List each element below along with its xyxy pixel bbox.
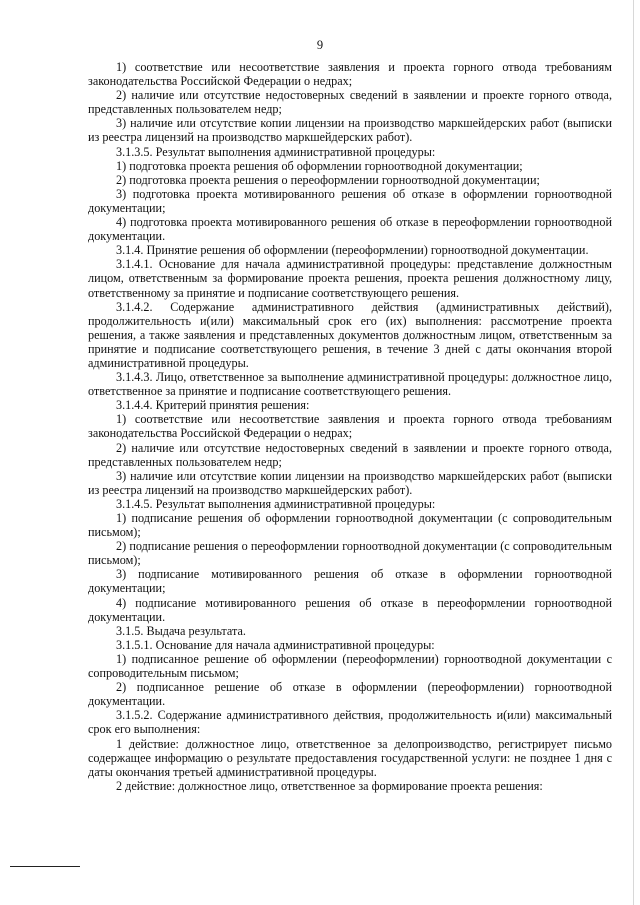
paragraph: 2) наличие или отсутствие недостоверных сведений в заявлении и проекте горного отвода, представленных пользователем недр; [88,440,612,469]
document-body [88,60,612,793]
paragraph: 2 действие: должностное лицо, ответственное за формирование проекта решения: [116,778,543,793]
paragraph: 1 действие: должностное лицо, ответственное за делопроизводство, регистрирует письмо содержащее информацию о результате предоставления государственной услуги: не позднее 1 дня с даты окончания третьей административной процедуры. [88,736,612,779]
paragraph: 3.1.4.5. Результат выполнения административной процедуры: [116,496,436,511]
paragraph: 3.1.4.3. Лицо, ответственное за выполнение административной процедуры: должностное лицо, ответственное за принятие и подписание соответствующего решения. [88,370,612,399]
paragraph: 3) наличие или отсутствие копии лицензии на производство маркшейдерских работ (выписки из реестра лицензий на производство маркшейдерских работ). [88,468,612,497]
paragraph: 2) подписание решения о переоформлении горноотводной документации (с сопроводительным письмом); [88,539,612,568]
paragraph: 1) соответствие или несоответствие заявления и проекта горного отвода требованиям законодательства Российской Федерации о недрах; [88,412,612,441]
paragraph: 3.1.4. Принятие решения об оформлении (переоформлении) горноотводной документации. [116,243,589,258]
paragraph: 4) подготовка проекта мотивированного решения об отказе в переоформлении горноотводной документации. [88,215,612,244]
paragraph: 3) подписание мотивированного решения об отказе в оформлении горноотводной документации; [88,567,612,596]
paragraph: 3.1.4.1. Основание для начала административной процедуры: представление должностным лицом, ответственным за формирование проекта решения, проекта решения должностному лицу, ответственному за принятие и подписание соответствующего решения. [88,257,612,300]
paragraph: 2) подготовка проекта решения о переоформлении горноотводной документации; [116,172,540,187]
paragraph: 1) подписание решения об оформлении горноотводной документации (с сопроводительным письмом); [88,511,612,540]
paragraph: 1) подготовка проекта решения об оформлении горноотводной документации; [116,158,523,173]
scan-edge-line [633,0,634,905]
paragraph: 2) подписанное решение об отказе в оформлении (переоформлении) горноотводной документации. [88,680,612,709]
page-number: 9 [316,38,324,52]
paragraph: 2) наличие или отсутствие недостоверных сведений в заявлении и проекте горного отвода, представленных пользователем недр; [88,88,612,117]
paragraph: 1) подписанное решение об оформлении (переоформлении) горноотводной документации с сопроводительным письмом; [88,651,612,681]
paragraph: 1) соответствие или несоответствие заявления и проекта горного отвода требованиям законодательства Российской Федерации о недрах; [88,60,612,89]
paragraph: 3) подготовка проекта мотивированного решения об отказе в оформлении горноотводной документации; [88,186,612,215]
paragraph: 3) наличие или отсутствие копии лицензии на производство маркшейдерских работ (выписки из реестра лицензий на производство маркшейдерских работ). [88,116,612,145]
paragraph: 3.1.3.5. Результат выполнения административной процедуры: [116,144,436,159]
footer-rule [10,866,80,867]
paragraph: 3.1.4.2. Содержание административного действия (административных действий), продолжительность и(или) максимальный срок его (их) выполнения: рассмотрение проекта решения, а также заявления и представленных документов должностным лицом, ответственным за принятие и подписание соответствующего решения, в течение 3 дней с даты окончания второй административной процедуры. [88,299,612,370]
paragraph: 3.1.4.4. Критерий принятия решения: [116,398,310,413]
paragraph: 4) подписание мотивированного решения об отказе в переоформлении горноотводной документации. [88,595,612,624]
paragraph: 3.1.5. Выдача результата. [116,623,246,638]
paragraph: 3.1.5.2. Содержание административного действия, продолжительность и(или) максимальный срок его выполнения: [88,708,612,737]
paragraph: 3.1.5.1. Основание для начала административной процедуры: [116,637,435,652]
